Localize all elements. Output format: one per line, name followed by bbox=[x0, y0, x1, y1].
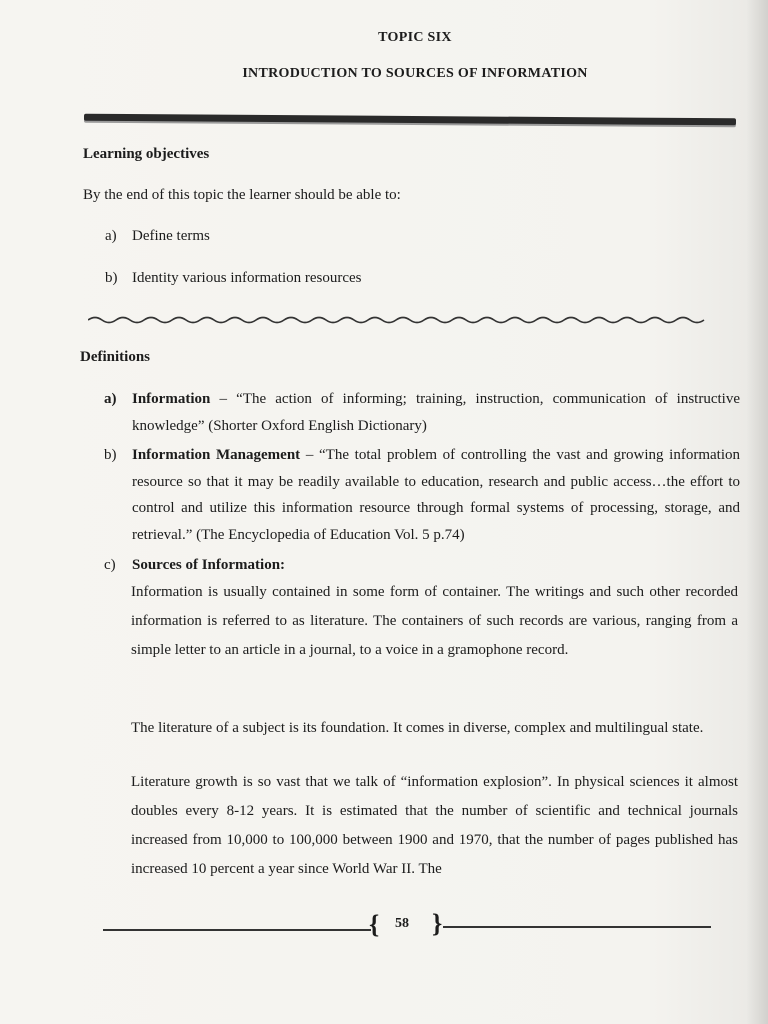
definition-term: Information bbox=[132, 391, 211, 407]
definition-item bbox=[104, 442, 740, 548]
footer-bracket-left: { bbox=[369, 910, 380, 939]
learning-objectives-heading: Learning objectives bbox=[83, 146, 210, 162]
topic-title: INTRODUCTION TO SOURCES OF INFORMATION bbox=[242, 66, 588, 81]
learning-objectives-intro: By the end of this topic the learner should be able to: bbox=[83, 187, 401, 203]
definitions-heading: Definitions bbox=[80, 349, 151, 365]
footer-rule-left bbox=[103, 929, 371, 931]
page-footer bbox=[103, 909, 713, 942]
page-number: 58 bbox=[395, 916, 409, 931]
definition-term: Sources of Information: bbox=[132, 557, 286, 573]
objective-marker: b) bbox=[105, 270, 118, 286]
page-edge-shadow bbox=[746, 0, 768, 1024]
footer-rule-right bbox=[443, 926, 711, 928]
definition-marker: c) bbox=[104, 557, 116, 573]
objective-text: Define terms bbox=[132, 228, 210, 244]
definition-item bbox=[104, 386, 740, 439]
definition-item bbox=[104, 552, 740, 579]
objective-item bbox=[105, 270, 362, 287]
definition-term: Information Management bbox=[132, 447, 301, 463]
wavy-divider bbox=[88, 312, 708, 326]
objective-marker: a) bbox=[105, 228, 117, 244]
body-paragraph: Literature growth is so vast that we talk of “information explosion”. In physical sciences it almost doubles every 8-12 years. It is estimated that the number of scientific and technical journals increased from 10,000 to 100,000 between 1900 and 1970, that the number of pages published has increased 10 percent a year since World War II. The bbox=[131, 774, 738, 877]
topic-label: TOPIC SIX bbox=[378, 30, 452, 45]
header-rule bbox=[84, 114, 736, 126]
objective-item bbox=[105, 228, 210, 245]
definition-marker: b) bbox=[104, 447, 117, 463]
body-paragraph: Information is usually contained in some form of container. The writings and such other recorded information is referred to as literature. The containers of such records are various, ranging from a simple letter to an article in a journal, to a voice in a gramophone record. bbox=[131, 584, 738, 658]
definition-text: – “The total problem of controlling the vast and growing information resource so that it may be readily available to education, research and public access…the effort to control and utilize this information resource through formal systems of processing, storage, and retrieval.” (The Encyclopedia of Education Vol. 5 p.74) bbox=[132, 447, 740, 543]
objective-text: Identity various information resources bbox=[132, 270, 362, 286]
definition-marker: a) bbox=[104, 391, 117, 407]
definition-text: – “The action of informing; training, instruction, communication of instructive knowledge” (Shorter Oxford English Dictionary) bbox=[132, 391, 740, 434]
footer-bracket-right: } bbox=[432, 909, 443, 938]
body-paragraph: The literature of a subject is its foundation. It comes in diverse, complex and multilingual state. bbox=[131, 720, 704, 736]
